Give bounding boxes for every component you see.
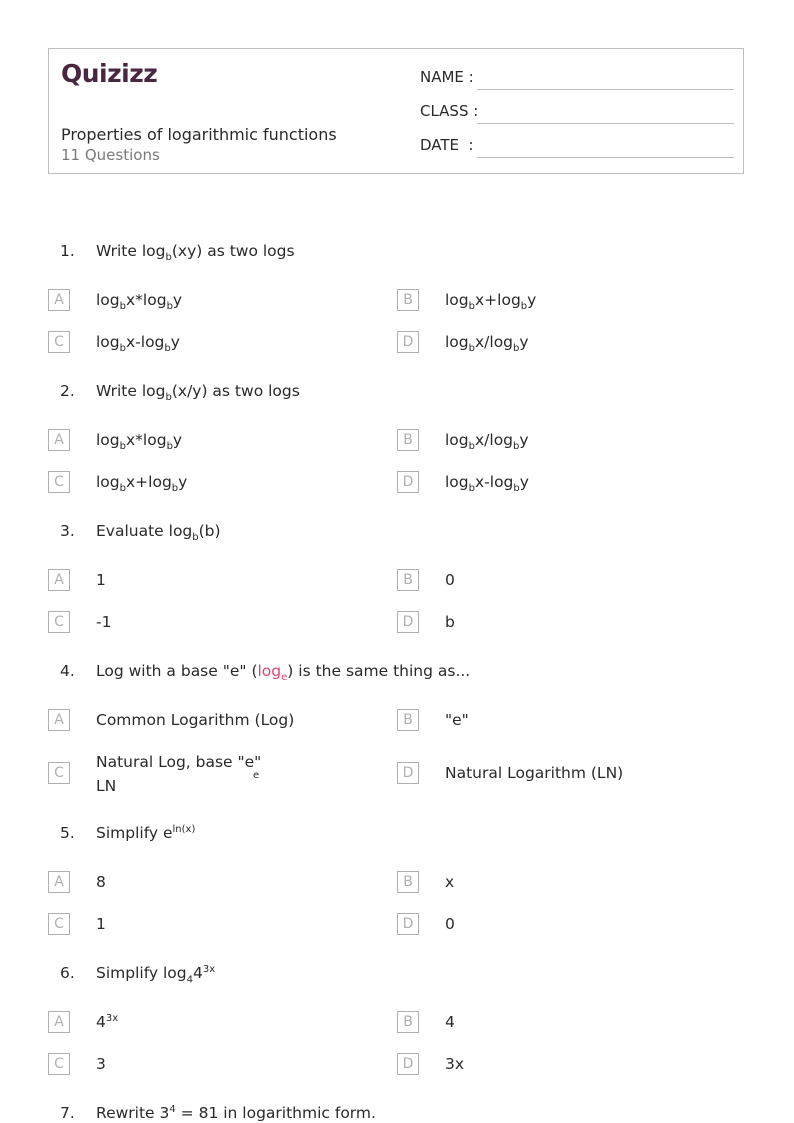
option-letter-a: A: [48, 709, 70, 731]
option-text: $\log_bx-\log_by$: [445, 473, 529, 495]
worksheet-header: [48, 48, 744, 174]
option-letter-c: C: [48, 913, 70, 935]
option-text: $\log_bx/\log_by$: [445, 431, 529, 453]
question-number: 6.: [60, 964, 75, 982]
name-label: NAME :: [420, 68, 474, 86]
option-letter-d: D: [397, 1053, 419, 1075]
date-field[interactable]: [420, 136, 734, 160]
question-text: Simplify $e^{ln(x)}$: [96, 824, 196, 843]
option-letter-d: D: [397, 913, 419, 935]
option-letter-c: C: [48, 331, 70, 353]
option-letter-a: A: [48, 429, 70, 451]
question-number: 1.: [60, 242, 75, 260]
option-letter-a: A: [48, 1011, 70, 1033]
option-subscript: e: [253, 770, 260, 781]
class-label: CLASS :: [420, 102, 479, 120]
option-text: $\log_bx-\log_by$: [96, 333, 180, 355]
question-number: 5.: [60, 824, 75, 842]
option-text: Natural Logarithm (LN): [445, 764, 624, 782]
option-letter-d: D: [397, 471, 419, 493]
option-text: "e": [445, 711, 469, 729]
option-letter-c: C: [48, 1053, 70, 1075]
quizizz-logo: Quizizz: [61, 59, 158, 88]
option-text: 3x: [445, 1055, 465, 1073]
option-text: 3: [96, 1055, 106, 1073]
question-number: 3.: [60, 522, 75, 540]
option-text: $\log_bx+\log_by$: [445, 291, 537, 313]
option-letter-a: A: [48, 569, 70, 591]
question-text: Write $\log_b(xy)$ as two logs: [96, 242, 295, 264]
option-letter-c: C: [48, 762, 70, 784]
question-text: Evaluate $\log_b(b)$: [96, 522, 221, 544]
option-text: $4^{3x}$: [96, 1013, 119, 1032]
option-text: Common Logarithm (Log): [96, 711, 295, 729]
option-text: $\log_bx+\log_by$: [96, 473, 188, 495]
option-letter-b: B: [397, 1011, 419, 1033]
option-text: $\log_bx*\log_by$: [96, 291, 183, 313]
option-text: $\log_bx/\log_by$: [445, 333, 529, 355]
class-field[interactable]: [420, 102, 734, 126]
name-field[interactable]: [420, 68, 734, 92]
option-letter-b: B: [397, 709, 419, 731]
question-number: 7.: [60, 1104, 75, 1122]
date-line[interactable]: [477, 157, 734, 158]
date-label: DATE :: [420, 136, 474, 154]
name-line[interactable]: [477, 89, 734, 90]
worksheet-title: Properties of logarithmic functions: [61, 125, 337, 144]
option-letter-c: C: [48, 611, 70, 633]
question-number: 2.: [60, 382, 75, 400]
option-letter-c: C: [48, 471, 70, 493]
option-letter-b: B: [397, 569, 419, 591]
option-text: 4: [445, 1013, 455, 1031]
question-count: 11 Questions: [61, 146, 160, 164]
question-text: Simplify $\log_44^{3x}$: [96, 964, 216, 986]
question-text: Write $\log_b(x/y)$ as two logs: [96, 382, 300, 404]
option-text: $\log_bx*\log_by$: [96, 431, 183, 453]
question-text: Log with a base "e" $(\log_e)$ is the same thing as...: [96, 662, 471, 684]
option-letter-d: D: [397, 762, 419, 784]
class-line[interactable]: [477, 123, 734, 124]
option-letter-b: B: [397, 429, 419, 451]
question-text: Rewrite $3^4 = 81$ in logarithmic form.: [96, 1104, 376, 1123]
option-text: 1: [96, 915, 106, 933]
option-letter-a: A: [48, 871, 70, 893]
option-text: -1: [96, 613, 112, 631]
option-text: 1: [96, 571, 106, 589]
option-letter-a: A: [48, 289, 70, 311]
option-letter-d: D: [397, 611, 419, 633]
question-number: 4.: [60, 662, 75, 680]
option-text: 0: [445, 915, 455, 933]
option-text: 8: [96, 873, 106, 891]
option-text: x: [445, 873, 455, 891]
option-text: Natural Log, base "e" LN: [96, 753, 262, 795]
option-letter-d: D: [397, 331, 419, 353]
option-text: 0: [445, 571, 455, 589]
option-text: b: [445, 613, 455, 631]
option-letter-b: B: [397, 289, 419, 311]
option-letter-b: B: [397, 871, 419, 893]
